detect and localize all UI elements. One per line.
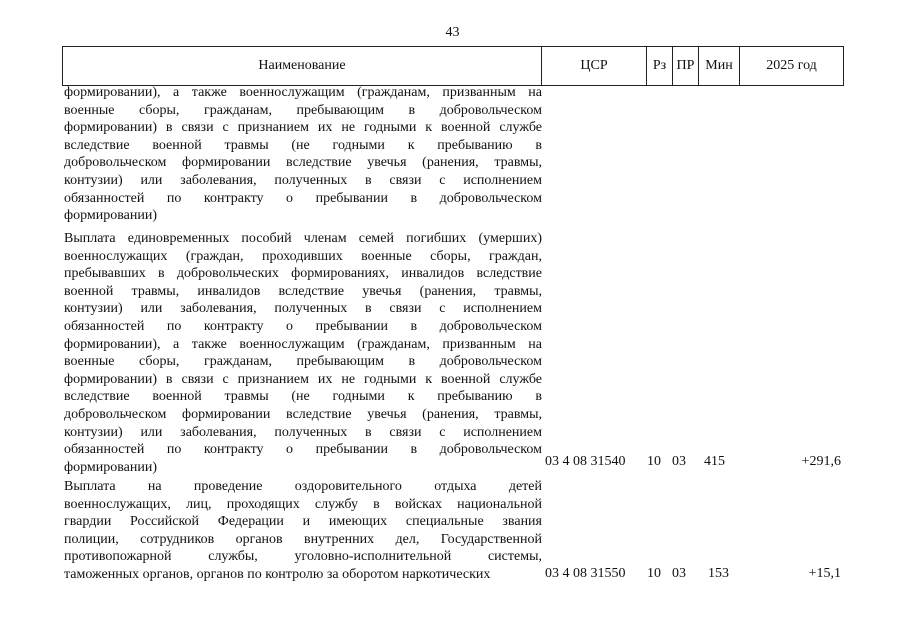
text-line: формировании)	[64, 208, 157, 224]
row-min: 153	[708, 566, 729, 581]
row-pr: 03	[672, 454, 686, 469]
header-pr: ПР	[676, 58, 695, 73]
text-line: военнослужащих, лиц, проходящих службу в войсках национальной	[64, 496, 542, 512]
text-line: военные сборы, гражданам, пребывающим в добровольческом	[64, 354, 542, 370]
text-line: таможенных органов, органов по контролю за оборотом наркотических	[64, 566, 491, 582]
row-amount: +291,6	[801, 454, 841, 469]
text-line: формировании)	[64, 459, 157, 475]
table-row-name-text	[64, 230, 542, 476]
table-row-continuation-text	[64, 84, 542, 225]
text-line: обязанностей по контракту о пребывании в добровольческом	[64, 442, 542, 458]
text-line: формировании) в связи с признанием их не годными к военной службе	[64, 371, 542, 387]
text-line: Выплата на проведение оздоровительного отдыха детей	[64, 479, 542, 494]
text-line: формировании), а также военнослужащим (гражданам, призванным на	[64, 336, 542, 352]
text-line: добровольческом формировании вследствие увечья (ранения, травмы,	[64, 155, 542, 171]
row-min: 415	[704, 454, 725, 469]
header-name: Наименование	[258, 58, 346, 73]
table-header	[62, 46, 844, 86]
row-rz: 10	[647, 566, 661, 581]
text-line: обязанностей по контракту о пребывании в добровольческом	[64, 190, 542, 206]
text-line: полиции, сотрудников органов внутренних дел, Государственной	[64, 531, 542, 547]
header-csr: ЦСР	[580, 58, 608, 73]
text-line: гвардии Российской Федерации и имеющих специальные звания	[64, 514, 542, 530]
text-line: вследствие военной травмы (не годными к пребыванию в	[64, 389, 542, 405]
text-line: контузии) или заболевания, полученных в связи с исполнением	[64, 301, 542, 317]
text-line: контузии) или заболевания, полученных в связи с исполнением	[64, 424, 542, 440]
table-row-name-text	[64, 478, 542, 584]
text-line: Выплата единовременных пособий членам семей погибших (умерших)	[64, 231, 542, 246]
text-line: обязанностей по контракту о пребывании в добровольческом	[64, 318, 542, 334]
page-number: 43	[445, 25, 460, 40]
row-csr: 03 4 08 31540	[545, 454, 626, 469]
text-line: военнослужащих (граждан, проходивших военные сборы, граждан,	[64, 248, 542, 264]
header-year: 2025 год	[766, 58, 817, 73]
header-rz: Рз	[652, 58, 667, 73]
text-line: военной травмы, инвалидов вследствие увечья (ранения, травмы,	[64, 283, 542, 299]
text-line: вследствие военной травмы (не годными к пребыванию в	[64, 137, 542, 153]
row-pr: 03	[672, 566, 686, 581]
text-line: противопожарной службы, уголовно-исполнительной системы,	[64, 549, 542, 565]
text-line: формировании), а также военнослужащим (гражданам, призванным на	[64, 85, 542, 100]
text-line: военные сборы, гражданам, пребывающим в добровольческом	[64, 102, 542, 118]
text-line: добровольческом формировании вследствие увечья (ранения, травмы,	[64, 406, 542, 422]
header-min: Мин	[705, 58, 733, 73]
row-rz: 10	[647, 454, 661, 469]
row-csr: 03 4 08 31550	[545, 566, 626, 581]
text-line: формировании) в связи с признанием их не годными к военной службе	[64, 120, 542, 136]
row-amount: +15,1	[808, 566, 841, 581]
text-line: контузии) или заболевания, полученных в связи с исполнением	[64, 172, 542, 188]
text-line: пребывавших в добровольческих формированиях, инвалидов вследствие	[64, 266, 542, 282]
